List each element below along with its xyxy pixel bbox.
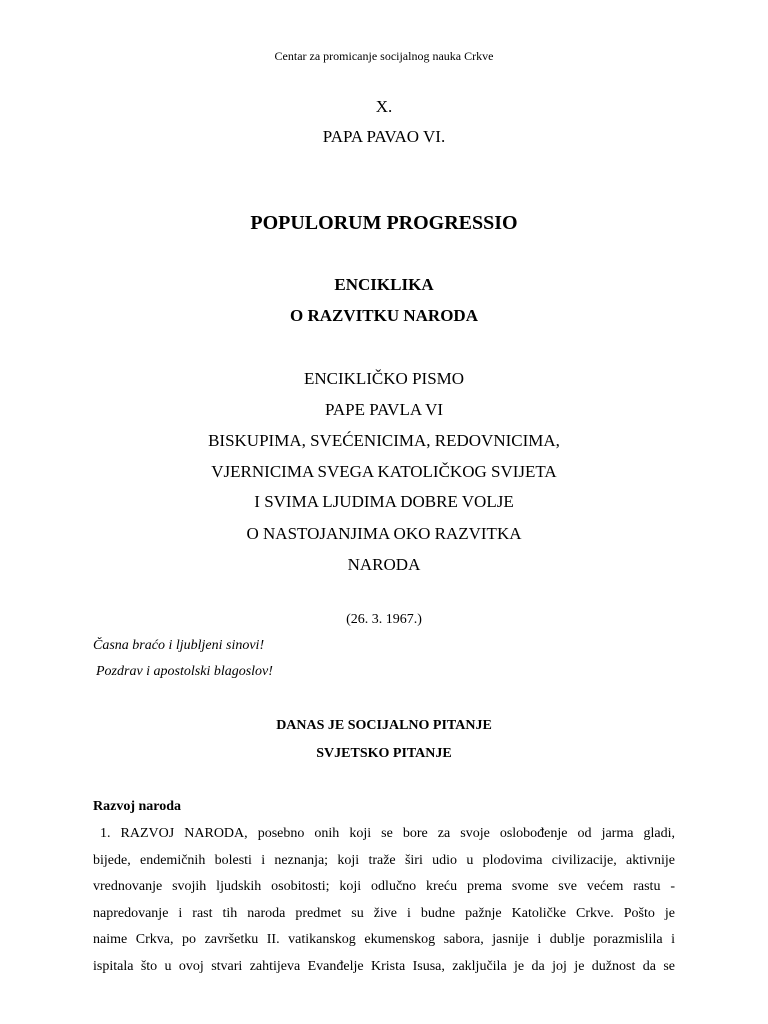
- address-line-4: VJERNICIMA SVEGA KATOLIČKOG SVIJETA: [211, 462, 557, 481]
- paragraph-line-2: bijede, endemičnih bolesti i neznanja; koji traže širi udio u plodovima civilizacije, aktivnije: [93, 853, 675, 868]
- document-date: (26. 3. 1967.): [346, 612, 422, 627]
- paragraph-line-3: vrednovanje svojih ljudskih osobitosti; koji odlučno kreću prema svome sve većem rastu -: [93, 879, 675, 894]
- paragraph-line-1: 1. RAZVOJ NARODA, posebno onih koji se bore za svoje oslobođenje od jarma gladi,: [100, 826, 675, 841]
- subtitle-line-1: ENCIKLIKA: [334, 275, 434, 294]
- section-heading-line-2: SVJETSKO PITANJE: [316, 746, 452, 761]
- paragraph-line-5: naime Crkva, po završetku II. vatikanskog ekumenskog sabora, jasnije i dublje porazmislila i: [93, 932, 675, 947]
- address-line-5: I SVIMA LJUDIMA DOBRE VOLJE: [254, 492, 514, 511]
- greeting-line-1: Časna braćo i ljubljeni sinovi!: [93, 638, 265, 653]
- address-line-7: NARODA: [347, 555, 421, 574]
- address-line-3: BISKUPIMA, SVEĆENICIMA, REDOVNICIMA,: [208, 431, 560, 450]
- page-header: Centar za promicanje socijalnog nauka Crkve: [274, 49, 494, 63]
- chapter-pope: PAPA PAVAO VI.: [322, 127, 446, 146]
- document-title: POPULORUM PROGRESSIO: [250, 212, 518, 234]
- greeting-line-2: Pozdrav i apostolski blagoslov!: [96, 664, 273, 679]
- address-line-2: PAPE PAVLA VI: [324, 400, 444, 419]
- subsection-heading: Razvoj naroda: [93, 799, 182, 814]
- address-line-1: ENCIKLIČKO PISMO: [303, 369, 465, 388]
- address-line-6: O NASTOJANJIMA OKO RAZVITKA: [246, 524, 522, 543]
- paragraph-line-6: ispitala što u ovoj stvari zahtijeva Evanđelje Krista Isusa, zaključila je da joj je dužnost da se: [93, 959, 675, 974]
- chapter-number: X.: [375, 97, 393, 116]
- section-heading-line-1: DANAS JE SOCIJALNO PITANJE: [276, 718, 492, 733]
- subtitle-line-2: O RAZVITKU NARODA: [290, 306, 478, 325]
- paragraph-line-4: napredovanje i rast tih naroda predmet su žive i budne pažnje Katoličke Crkve. Pošto je: [93, 906, 675, 921]
